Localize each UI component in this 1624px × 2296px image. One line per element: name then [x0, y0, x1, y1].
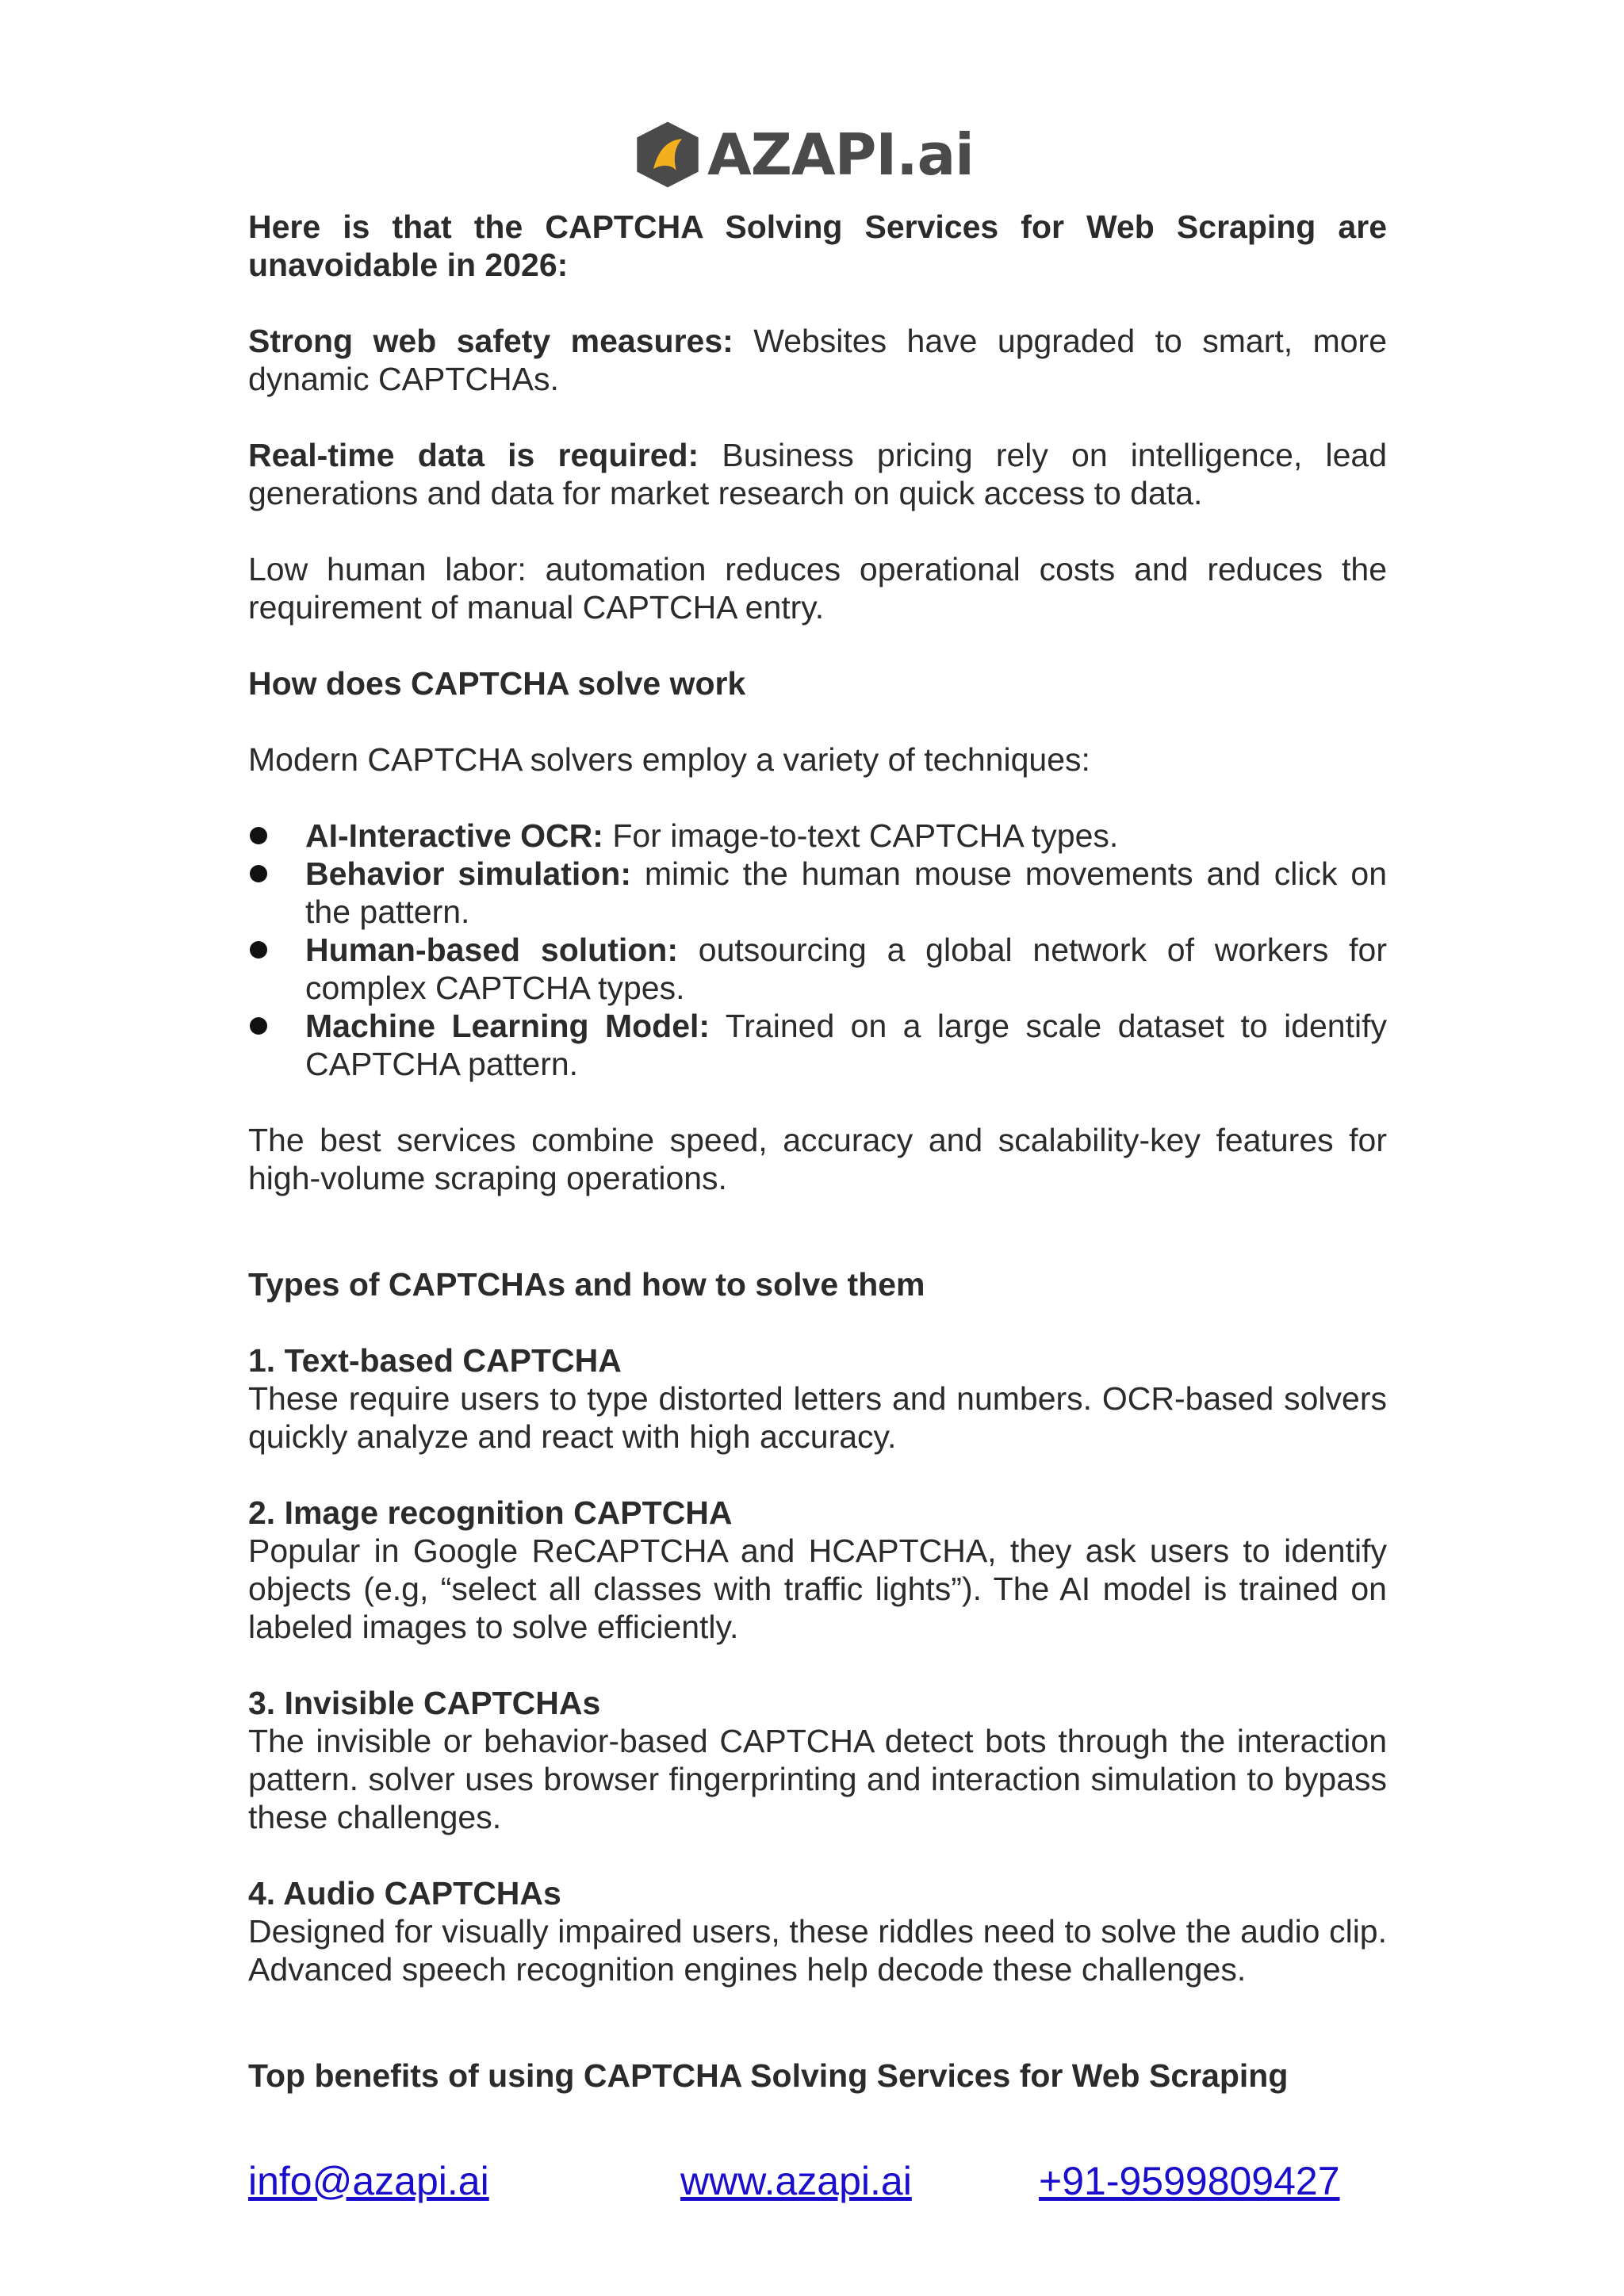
document-body — [248, 208, 1387, 2095]
website-link[interactable]: www.azapi.ai — [680, 2159, 912, 2203]
section-intro: Modern CAPTCHA solvers employ a variety of techniques: — [248, 741, 1090, 778]
section-heading: Top benefits of using CAPTCHA Solving Services for Web Scraping — [248, 2057, 1289, 2094]
list-item: Behavior simulation: mimic the human mouse movements and click on the pattern. — [248, 855, 1387, 931]
reason-paragraph: Real-time data is required: Business pricing rely on intelligence, lead generations and data for market research on quick access to data. — [248, 437, 1387, 511]
list-item: AI-Interactive OCR: For image-to-text CAPTCHA types. — [248, 817, 1387, 855]
type-title: 4. Audio CAPTCHAs — [248, 1875, 561, 1911]
bullet-icon — [250, 1017, 267, 1035]
type-description: Popular in Google ReCAPTCHA and HCAPTCHA, they ask users to identify objects (e.g, “select all classes with traffic lights”). The AI model is trained on labeled images to solve efficiently. — [248, 1533, 1387, 1645]
techniques-list — [248, 817, 1387, 1083]
azapi-logo-icon — [631, 119, 704, 190]
section-heading: Types of CAPTCHAs and how to solve them — [248, 1266, 925, 1303]
type-description: The invisible or behavior-based CAPTCHA detect bots through the interaction pattern. solver uses browser fingerprinting and interaction simulation to bypass these challenges. — [248, 1723, 1387, 1835]
email-link[interactable]: info@azapi.ai — [248, 2159, 489, 2203]
brand-logo — [631, 119, 996, 190]
type-title: 1. Text-based CAPTCHA — [248, 1342, 622, 1379]
bullet-icon — [250, 827, 267, 844]
type-title: 3. Invisible CAPTCHAs — [248, 1685, 601, 1721]
bullet-icon — [250, 865, 267, 882]
logo-wordmark: AZAPI.ai — [707, 121, 974, 188]
type-description: These require users to type distorted letters and numbers. OCR-based solvers quickly analyze and react with high accuracy. — [248, 1380, 1387, 1455]
contact-footer — [0, 2158, 1624, 2206]
phone-link[interactable]: +91-9599809427 — [1039, 2159, 1340, 2203]
reason-paragraph: Strong web safety measures: Websites have upgraded to smart, more dynamic CAPTCHAs. — [248, 323, 1387, 397]
list-item: Machine Learning Model: Trained on a large scale dataset to identify CAPTCHA pattern. — [248, 1007, 1387, 1083]
reason-paragraph: Low human labor: automation reduces operational costs and reduces the requirement of manual CAPTCHA entry. — [248, 551, 1387, 626]
section-heading: How does CAPTCHA solve work — [248, 665, 746, 702]
intro-heading: Here is that the CAPTCHA Solving Services for Web Scraping are unavoidable in 2026: — [248, 209, 1387, 283]
summary-paragraph: The best services combine speed, accuracy and scalability-key features for high-volume scraping operations. — [248, 1122, 1387, 1196]
bullet-icon — [250, 941, 267, 959]
type-title: 2. Image recognition CAPTCHA — [248, 1494, 733, 1531]
type-description: Designed for visually impaired users, these riddles need to solve the audio clip. Advanced speech recognition engines help decode these challenges. — [248, 1913, 1387, 1988]
list-item: Human-based solution: outsourcing a global network of workers for complex CAPTCHA types. — [248, 931, 1387, 1007]
